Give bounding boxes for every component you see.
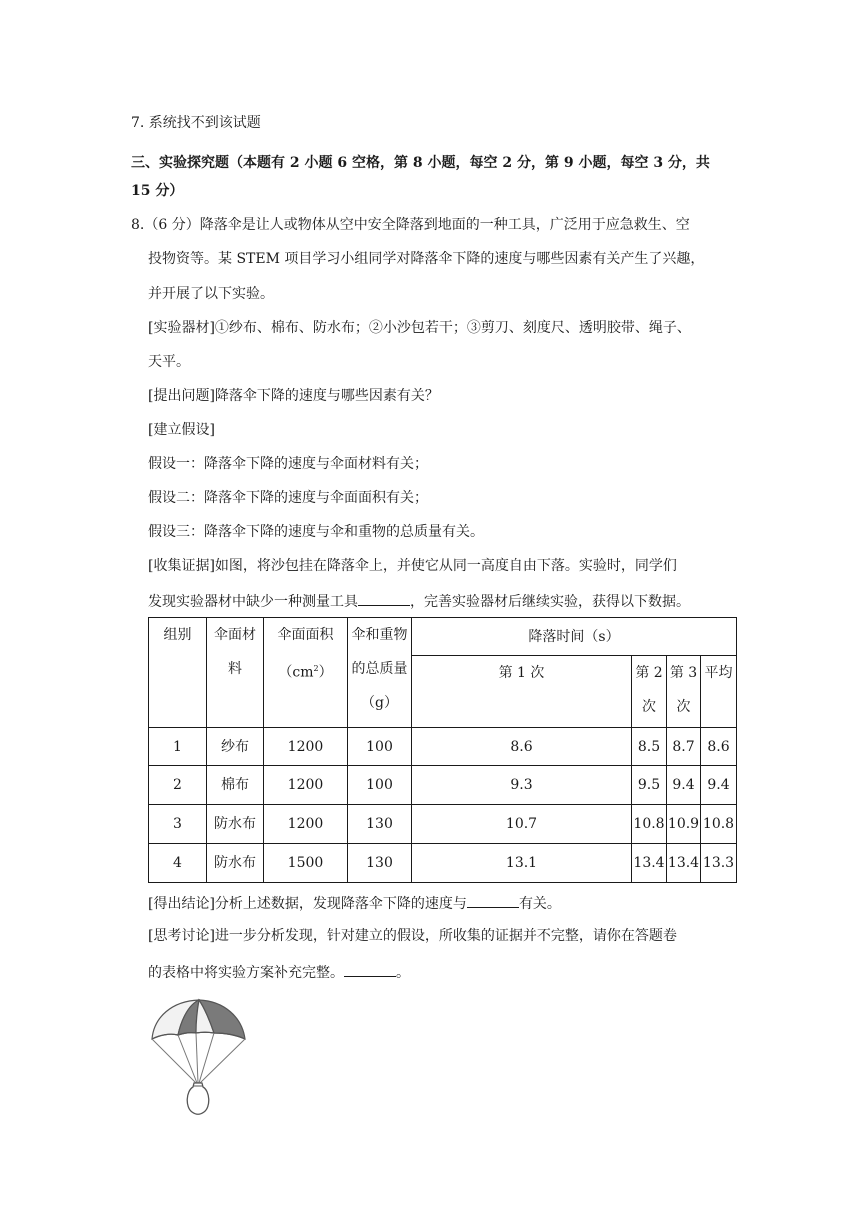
- q8-hypothesis-3: 假设三：降落伞下降的速度与伞和重物的总质量有关。: [148, 524, 484, 540]
- cell-average: 13.3: [701, 844, 737, 883]
- q8-evidence-line1: [收集证据]如图，将沙包挂在降落伞上，并使它从同一高度自由下落。实验时，同学们: [148, 558, 677, 574]
- cell-trial-2: 13.4: [632, 844, 667, 883]
- cell-trial-1: 13.1: [412, 844, 632, 883]
- q8-intro-line1: 8.（6 分）降落伞是让人或物体从空中安全降落到地面的一种工具，广泛用于应急救生、空: [131, 217, 690, 233]
- q8-materials-line2: 天平。: [148, 354, 190, 370]
- cell-area: 1200: [264, 805, 348, 844]
- header-mass: 伞和重物 的总质量 （g）: [348, 618, 412, 728]
- cell-average: 10.8: [701, 805, 737, 844]
- cell-mass: 100: [348, 766, 412, 805]
- cell-area: 1200: [264, 766, 348, 805]
- header-time: 降落时间（s）: [412, 618, 737, 656]
- cell-trial-1: 10.7: [412, 805, 632, 844]
- parachute-icon: [148, 995, 250, 1117]
- header-material: 伞面材 料: [207, 618, 264, 728]
- q8-discussion-line1: [思考讨论]进一步分析发现，针对建立的假设，所收集的证据并不完整，请你在答题卷: [148, 928, 677, 944]
- cell-mass: 130: [348, 805, 412, 844]
- cell-trial-2: 10.8: [632, 805, 667, 844]
- q8-materials-line1: [实验器材]①纱布、棉布、防水布；②小沙包若干；③剪刀、刻度尺、透明胶带、绳子、: [148, 320, 691, 336]
- header-group: 组别: [149, 618, 207, 728]
- conclusion-text-a: [得出结论]分析上述数据，发现降落伞下降的速度与: [148, 896, 467, 912]
- cell-mass: 100: [348, 728, 412, 766]
- table-row: [149, 805, 737, 844]
- cell-group: 2: [149, 766, 207, 805]
- cell-group: 3: [149, 805, 207, 844]
- cell-trial-2: 9.5: [632, 766, 667, 805]
- data-table: [148, 617, 737, 883]
- q8-hypothesis-title: [建立假设]: [148, 422, 215, 438]
- evidence-text-b: ，完善实验器材后继续实验，获得以下数据。: [410, 594, 690, 610]
- cell-trial-3: 13.4: [667, 844, 701, 883]
- q8-hypothesis-1: 假设一：降落伞下降的速度与伞面材料有关；: [148, 456, 428, 472]
- q8-conclusion: [148, 892, 561, 914]
- cell-trial-3: 10.9: [667, 805, 701, 844]
- section-3-heading-line2: 15 分）: [131, 183, 184, 199]
- cell-mass: 130: [348, 844, 412, 883]
- cell-material: 纱布: [207, 728, 264, 766]
- q8-evidence-line2: [148, 590, 690, 612]
- q8-intro-line3: 并开展了以下实验。: [148, 286, 274, 302]
- q8-hypothesis-2: 假设二：降落伞下降的速度与伞面面积有关；: [148, 490, 428, 506]
- cell-material: 棉布: [207, 766, 264, 805]
- cell-trial-2: 8.5: [632, 728, 667, 766]
- table-row: [149, 844, 737, 883]
- cell-trial-1: 8.6: [412, 728, 632, 766]
- discussion-text-b: 。: [396, 965, 410, 981]
- question-7: 7. 系统找不到该试题: [131, 115, 261, 131]
- cell-area: 1200: [264, 728, 348, 766]
- answer-blank-3[interactable]: [344, 961, 396, 977]
- q8-intro-line2: 投物资等。某 STEM 项目学习小组同学对降落伞下降的速度与哪些因素有关产生了兴趣，: [148, 251, 705, 267]
- cell-group: 4: [149, 844, 207, 883]
- header-trial-2: 第 2 次: [632, 656, 667, 728]
- header-trial-1: 第 1 次: [412, 656, 632, 728]
- table-row: [149, 728, 737, 766]
- answer-blank-1[interactable]: [358, 590, 410, 606]
- q8-discussion-line2: [148, 961, 410, 983]
- cell-material: 防水布: [207, 844, 264, 883]
- section-3-heading-line1: 三、实验探究题（本题有 2 小题 6 空格，第 8 小题，每空 2 分，第 9 小题，每空 3 分，共: [131, 155, 710, 171]
- cell-average: 9.4: [701, 766, 737, 805]
- header-area: 伞面面积 $(cm^2)$: [264, 618, 348, 728]
- header-average: 平均: [701, 656, 737, 728]
- q8-question: [提出问题]降落伞下降的速度与哪些因素有关？: [148, 388, 439, 404]
- header-trial-3: 第 3 次: [667, 656, 701, 728]
- cell-trial-3: 8.7: [667, 728, 701, 766]
- conclusion-text-b: 有关。: [518, 896, 561, 912]
- cell-group: 1: [149, 728, 207, 766]
- discussion-text-a: 的表格中将实验方案补充完整。: [148, 965, 344, 981]
- answer-blank-2[interactable]: [467, 892, 519, 908]
- evidence-text-a: 发现实验器材中缺少一种测量工具: [148, 594, 358, 610]
- table-row: [149, 766, 737, 805]
- cell-trial-3: 9.4: [667, 766, 701, 805]
- cell-area: 1500: [264, 844, 348, 883]
- cell-average: 8.6: [701, 728, 737, 766]
- cell-material: 防水布: [207, 805, 264, 844]
- cell-trial-1: 9.3: [412, 766, 632, 805]
